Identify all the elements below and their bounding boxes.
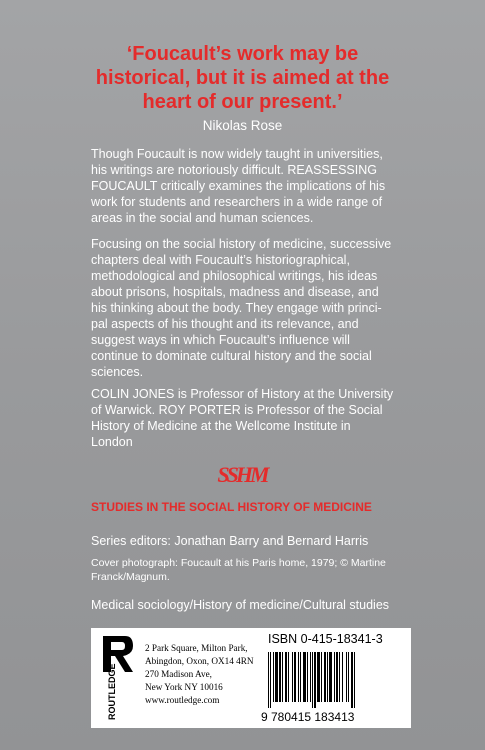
sshm-logo xyxy=(214,456,270,490)
barcode-bar xyxy=(303,652,306,702)
publisher-address xyxy=(145,642,253,707)
barcode-bar xyxy=(292,652,293,702)
barcode xyxy=(266,652,404,708)
caption-line: Cover photograph: Foucault at his Paris home, 1979; © Martine xyxy=(91,557,386,569)
series-editors: Series editors: Jonathan Barry and Bernard Harris xyxy=(91,534,369,548)
barcode-bar xyxy=(273,652,274,702)
address-line: New York NY 10016 xyxy=(145,682,223,692)
text-line: methodological and philosophical writings, his ideas xyxy=(91,269,378,283)
text-line: Focusing on the social history of medicine, successive xyxy=(91,237,392,251)
text-line: sciences. xyxy=(91,365,144,379)
barcode-bar xyxy=(279,652,281,702)
address-line: 270 Madison Ave, xyxy=(145,669,212,679)
blurb-paragraph xyxy=(91,146,405,226)
barcode-bar xyxy=(354,652,355,708)
text-line: about prisons, hospitals, madness and disease, and xyxy=(91,285,379,299)
barcode-bar xyxy=(285,652,287,702)
text-line: of Warwick. ROY PORTER is Professor of the Social xyxy=(91,403,383,417)
publisher-panel xyxy=(91,628,411,728)
text-line: continue to dominate cultural history and the social xyxy=(91,349,372,363)
svg-text:SSHM: SSHM xyxy=(217,462,267,487)
cover-caption xyxy=(91,556,405,584)
barcode-bar xyxy=(317,652,320,702)
series-title: STUDIES IN THE SOCIAL HISTORY OF MEDICINE xyxy=(91,500,372,514)
isbn: ISBN 0-415-18341-3 xyxy=(268,632,383,646)
address-line: 2 Park Square, Milton Park, xyxy=(145,643,248,653)
quote-line: ‘Foucault’s work may be xyxy=(126,43,359,65)
svg-text:ROUTLEDGE: ROUTLEDGE xyxy=(107,663,117,720)
quote-line: historical, but it is aimed at the xyxy=(95,67,390,89)
barcode-bar xyxy=(312,652,313,708)
barcode-bar xyxy=(300,652,301,702)
barcode-bar xyxy=(270,652,271,708)
barcode-bar xyxy=(314,652,316,708)
text-line: areas in the social and human sciences. xyxy=(91,211,314,225)
barcode-bar xyxy=(336,652,338,702)
barcode-bar xyxy=(268,652,269,708)
barcode-bar xyxy=(298,652,299,702)
text-line: FOUCAULT critically examines the implications of his xyxy=(91,179,386,193)
text-line: suggest ways in which Foucault’s influence will xyxy=(91,333,350,347)
barcode-bar xyxy=(348,652,349,702)
text-line: COLIN JONES is Professor of History at the University xyxy=(91,387,394,401)
barcode-digits: 9 780415 183413 xyxy=(261,710,355,724)
author-bio xyxy=(91,386,405,450)
barcode-bar xyxy=(342,652,343,702)
text-line: chapters deal with Foucault’s historiographical, xyxy=(91,253,350,267)
barcode-bar xyxy=(329,652,332,702)
caption-line: Franck/Magnum. xyxy=(91,571,170,583)
text-line: London xyxy=(91,435,133,449)
routledge-logo xyxy=(95,632,139,724)
subject-categories: Medical sociology/History of medicine/Cultural studies xyxy=(91,598,390,612)
barcode-bar xyxy=(339,652,340,702)
barcode-bar xyxy=(321,652,322,702)
barcode-bar xyxy=(307,652,308,702)
text-line: pal aspects of his thought and its relevance, and xyxy=(91,317,359,331)
quote-author: Nikolas Rose xyxy=(202,118,283,133)
barcode-bar xyxy=(310,652,311,702)
blurb-paragraph xyxy=(91,236,405,380)
barcode-bar xyxy=(275,652,278,702)
text-line: his thinking about the body. They engage with princi- xyxy=(91,301,382,315)
text-line: his writings are notoriously difficult. REASSESSING xyxy=(91,163,377,177)
quote-line: heart of our present.’ xyxy=(142,91,343,113)
pull-quote xyxy=(60,42,425,114)
barcode-bar xyxy=(324,652,326,702)
barcode-bar xyxy=(346,652,347,702)
text-line: Though Foucault is now widely taught in universities, xyxy=(91,147,383,161)
address-line: Abingdon, Oxon, OX14 4RN xyxy=(145,656,254,666)
barcode-bar xyxy=(334,652,335,702)
address-line: www.routledge.com xyxy=(145,695,220,705)
barcode-bar xyxy=(327,652,328,702)
text-line: work for students and researchers in a wide range of xyxy=(91,195,383,209)
barcode-bar xyxy=(282,652,283,702)
barcode-bar xyxy=(294,652,296,702)
barcode-bar xyxy=(288,652,289,702)
barcode-bar xyxy=(351,652,353,708)
text-line: History of Medicine at the Wellcome Institute in xyxy=(91,419,351,433)
